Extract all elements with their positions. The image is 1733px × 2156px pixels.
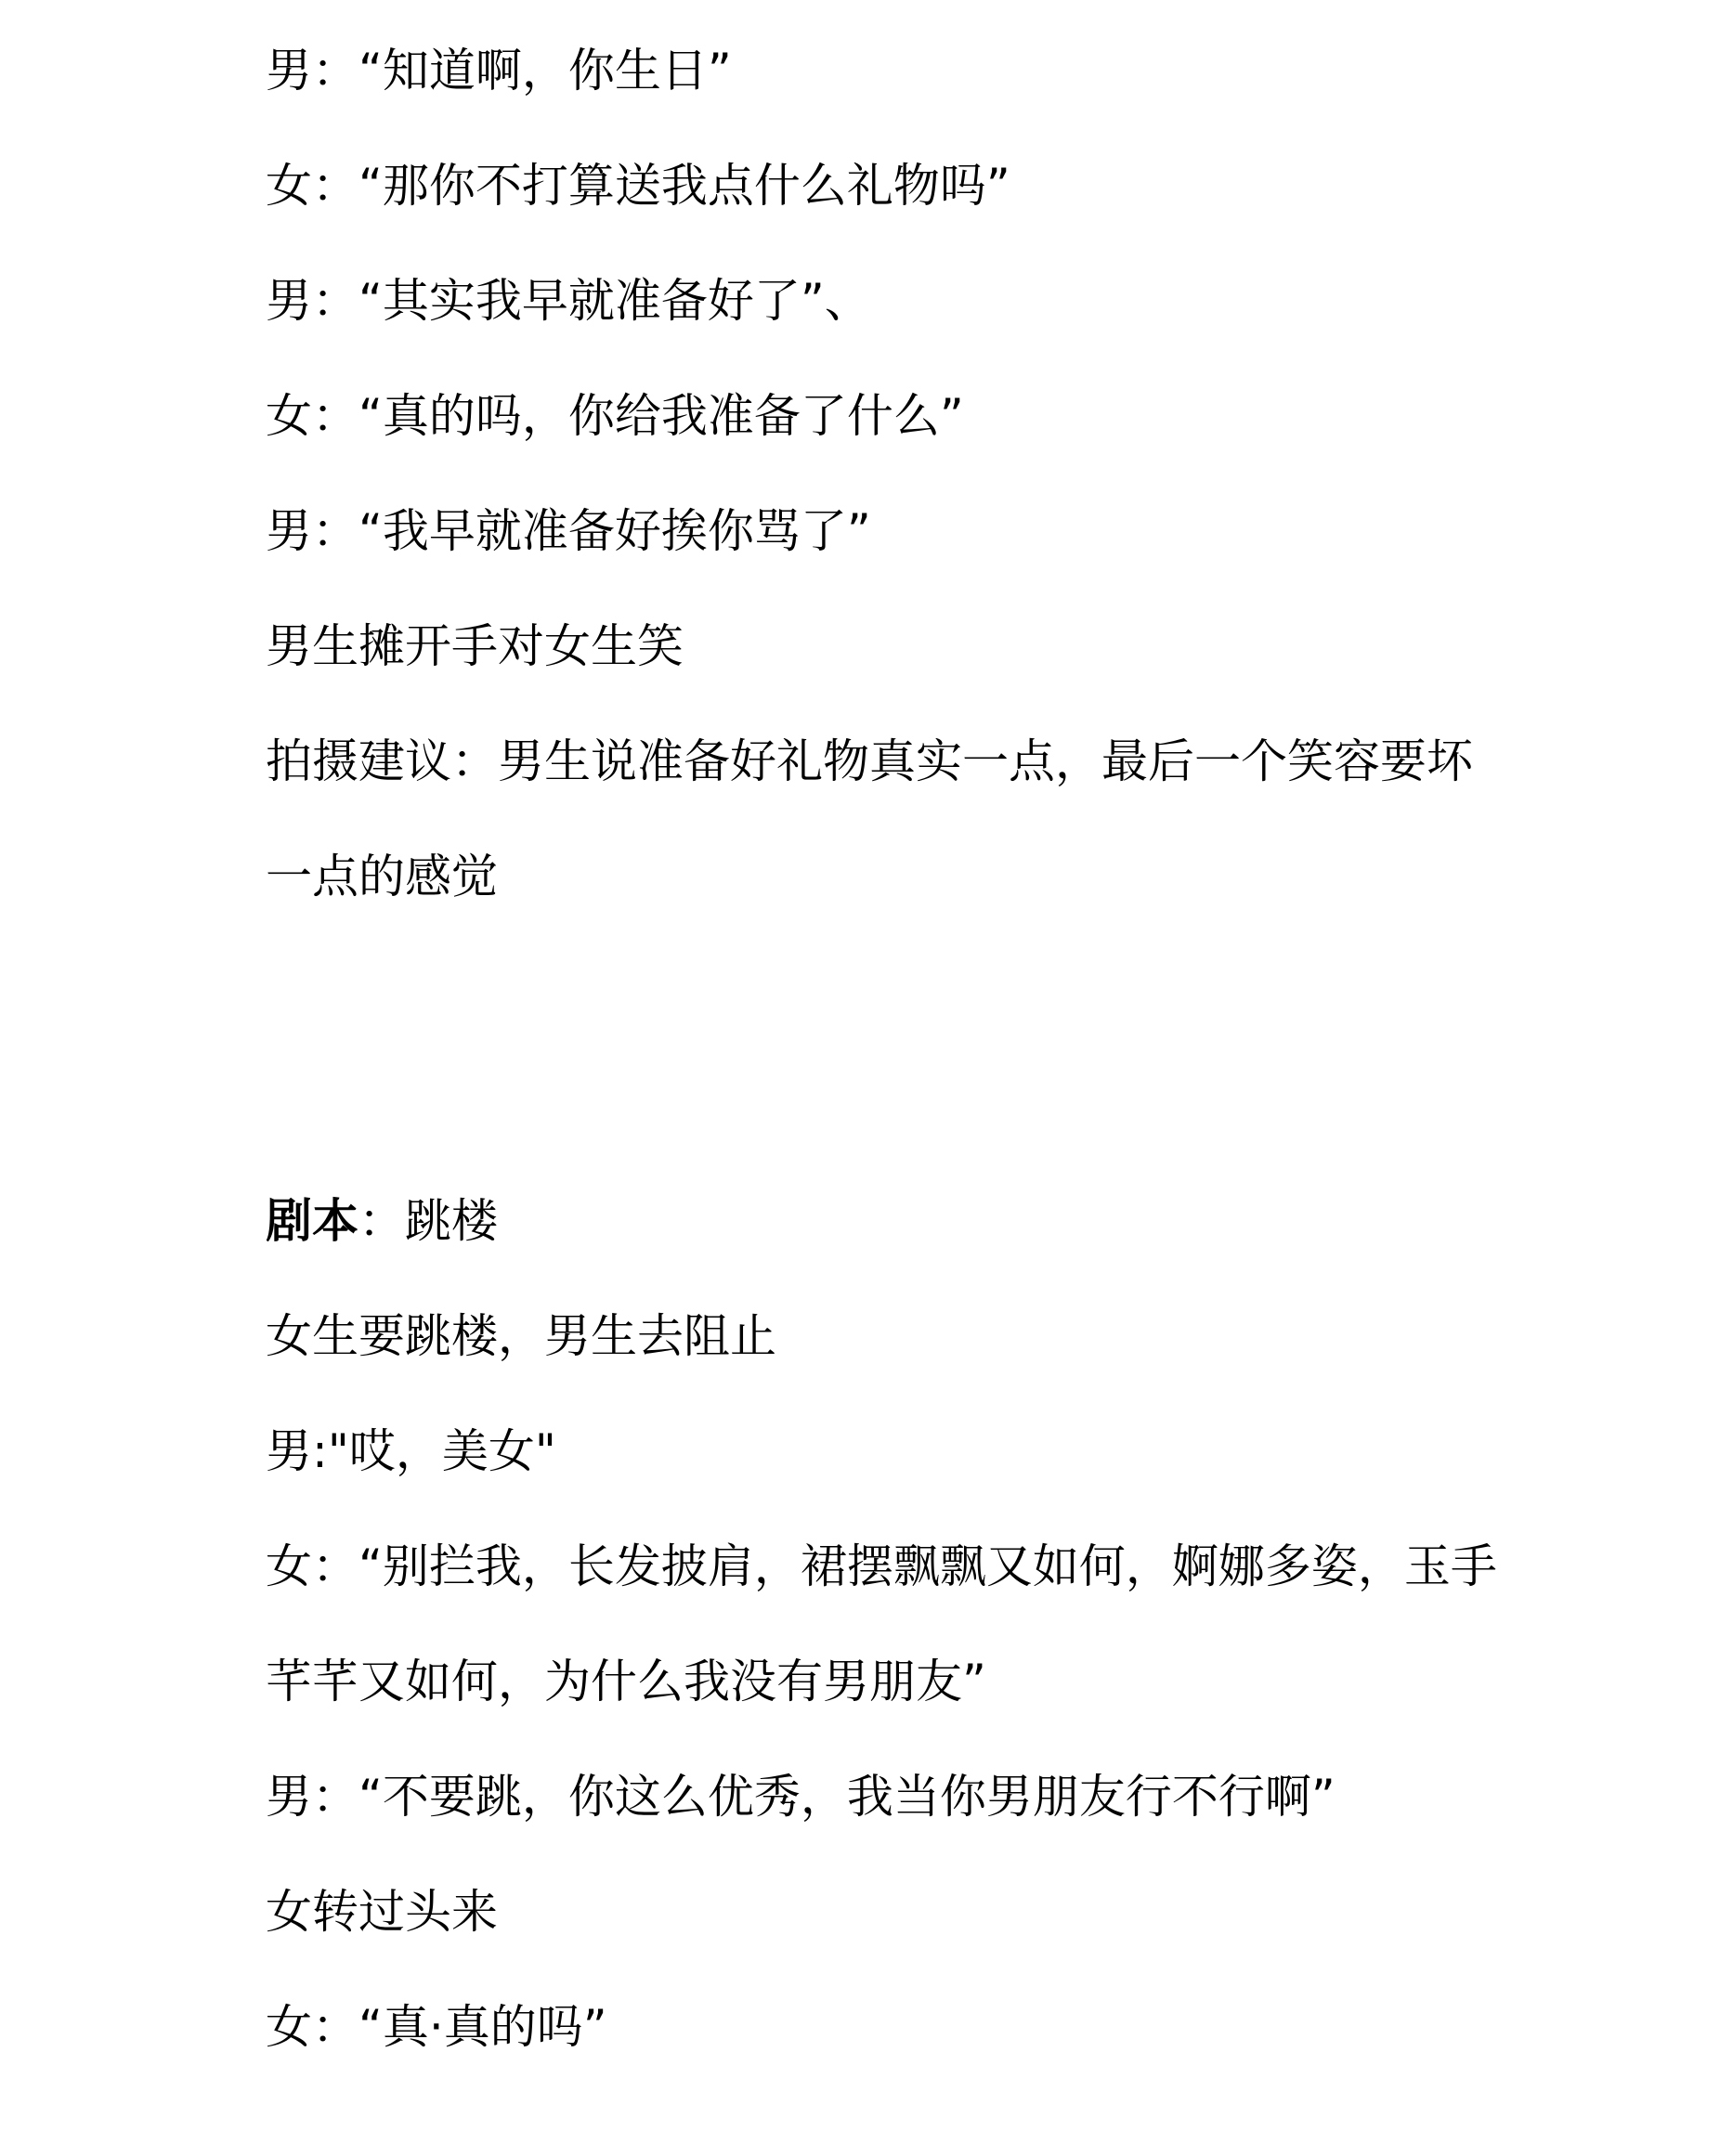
dialogue-line: 男：“不要跳，你这么优秀，我当你男朋友行不行啊” <box>266 1770 1336 1824</box>
dialogue-line-continued: 芊芊又如何，为什么我没有男朋友” <box>266 1655 986 1708</box>
stage-direction: 女转过头来 <box>266 1885 498 1939</box>
dialogue-line: 男:"哎，美女" <box>266 1424 556 1478</box>
scene-description: 女生要跳楼，男生去阻止 <box>266 1309 776 1363</box>
dialogue-line: 男：“其实我早就准备好了”、 <box>266 274 871 328</box>
script-heading <box>266 1193 1501 1249</box>
script-heading-separator: ： <box>358 1194 405 1248</box>
dialogue-line: 女：“别拦我，长发披肩，裙摆飘飘又如何，婀娜多姿，玉手 <box>266 1539 1497 1593</box>
dialogue-line: 女：“那你不打算送我点什么礼物吗” <box>266 159 1010 213</box>
shooting-tip: 拍摄建议：男生说准备好礼物真实一点，最后一个笑容要坏 <box>266 734 1473 788</box>
stage-direction: 男生摊开手对女生笑 <box>266 619 684 673</box>
dialogue-line: 女：“真·真的吗” <box>266 2000 607 2054</box>
dialogue-line: 男：“我早就准备好挨你骂了” <box>266 504 871 558</box>
shooting-tip-continued: 一点的感觉 <box>266 850 498 903</box>
script-heading-label: 剧本 <box>266 1194 358 1248</box>
dialogue-line: 女：“真的吗，你给我准备了什么” <box>266 389 964 443</box>
script-heading-title: 跳楼 <box>405 1194 498 1248</box>
dialogue-line: 男：“知道啊，你生日” <box>266 44 732 97</box>
